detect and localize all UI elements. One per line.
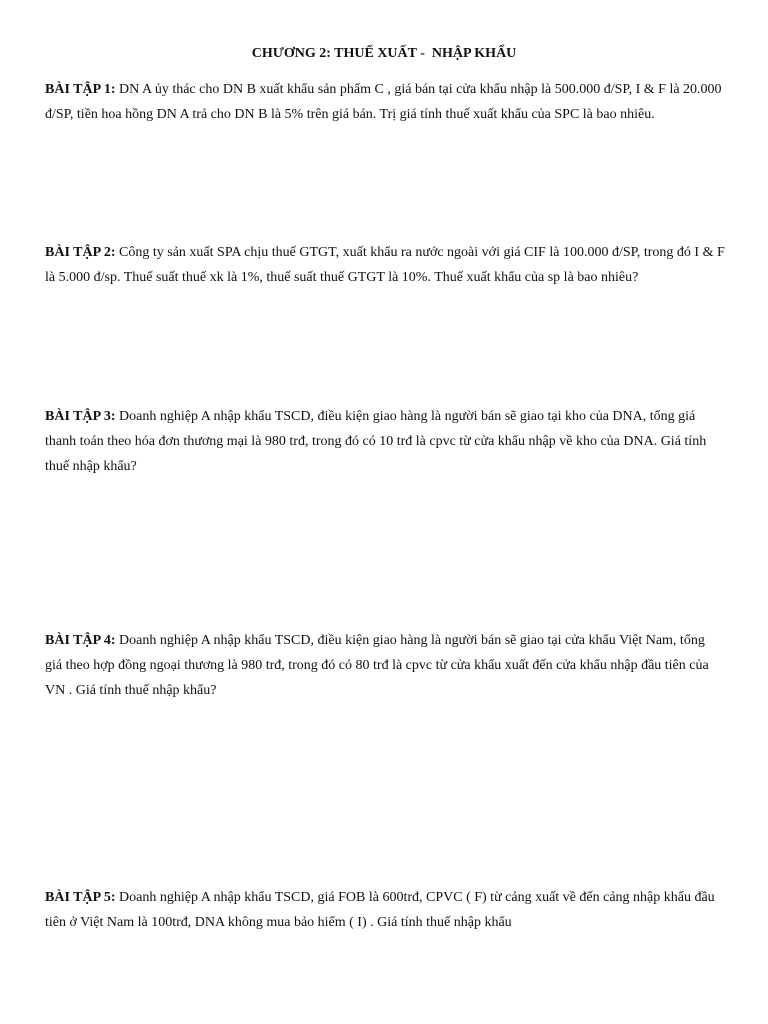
exercise-1: [45, 77, 725, 127]
exercise-label: BÀI TẬP 4:: [45, 633, 116, 648]
exercise-text: Doanh nghiệp A nhập khẩu TSCD, giá FOB là 600trđ, CPVC ( F) từ cảng xuất về đến cảng nhập khẩu đầu tiên ở Việt Nam là 100trđ, DNA không mua bảo hiểm ( I) . Giá tính thuế nhập khẩu: [45, 890, 715, 930]
exercise-label: BÀI TẬP 1:: [45, 82, 116, 97]
exercise-text: Doanh nghiệp A nhập khẩu TSCD, điều kiện giao hàng là người bán sẽ giao tại cửa khẩu Việt Nam, tổng giá theo hợp đồng ngoại thương là 980 trđ, trong đó có 80 trđ là cpvc từ cửa khẩu xuất đến cửa khẩu nhập đầu tiên của VN . Giá tính thuế nhập khẩu?: [45, 633, 709, 698]
exercise-5: [45, 885, 725, 935]
exercise-label: BÀI TẬP 3:: [45, 409, 116, 424]
exercise-text: DN A ủy thác cho DN B xuất khẩu sản phẩm C , giá bán tại cửa khẩu nhập là 500.000 đ/SP, I & F là 20.000 đ/SP, tiền hoa hồng DN A trả cho DN B là 5% trên giá bán. Trị giá tính thuế xuất khẩu của SPC là bao nhiêu.: [45, 82, 722, 122]
exercise-3: [45, 404, 725, 479]
exercise-label: BÀI TẬP 2:: [45, 245, 116, 260]
exercise-text: Công ty sản xuất SPA chịu thuế GTGT, xuất khẩu ra nước ngoài với giá CIF là 100.000 đ/SP, trong đó I & F là 5.000 đ/sp. Thuế suất thuế xk là 1%, thuế suất thuế GTGT là 10%. Thuế xuất khẩu của sp là bao nhiêu?: [45, 245, 725, 285]
exercise-2: [45, 240, 725, 290]
exercise-label: BÀI TẬP 5:: [45, 890, 116, 905]
exercise-text: Doanh nghiệp A nhập khẩu TSCD, điều kiện giao hàng là người bán sẽ giao tại kho của DNA, tổng giá thanh toán theo hóa đơn thương mại là 980 trđ, trong đó có 10 trđ là cpvc từ cửa khẩu nhập về kho của DNA. Giá tính thuế nhập khẩu?: [45, 409, 707, 474]
exercise-4: [45, 628, 725, 703]
chapter-title: CHƯƠNG 2: THUẾ XUẤT - NHẬP KHẨU: [251, 46, 517, 61]
